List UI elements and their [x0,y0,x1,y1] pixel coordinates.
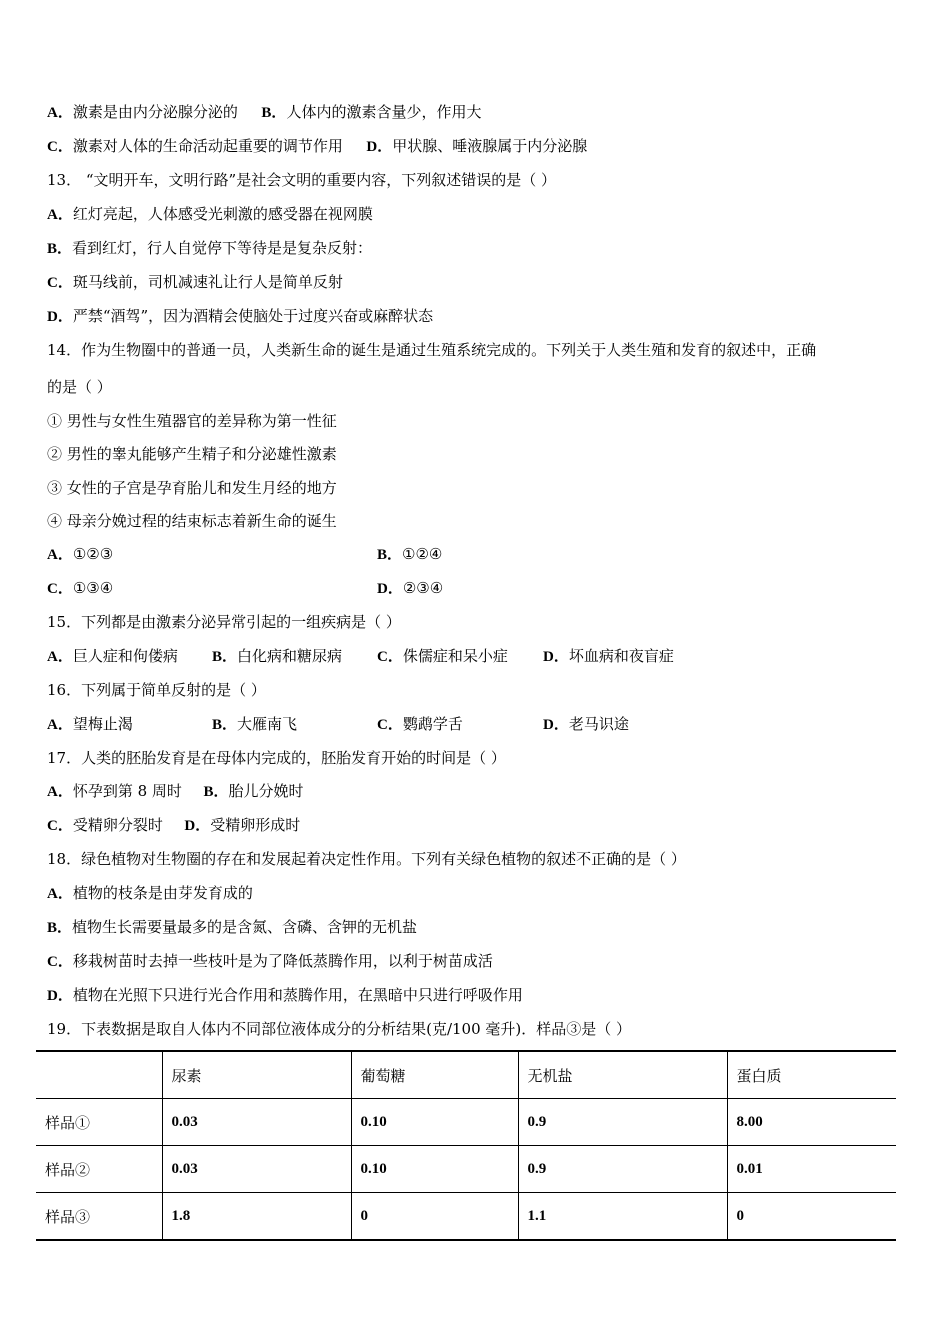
table-row [36,1146,896,1193]
option-label: B． [261,105,287,121]
option-label: B． [203,784,229,800]
option-text: ①③④ [72,579,114,597]
option-label: C． [47,139,73,155]
option-text: 受精卵分裂时 [72,816,163,834]
option-text: ②③④ [402,579,444,597]
option-label: D． [543,649,569,665]
q16-option-a [47,714,133,735]
question-13-stem: 13． “文明开车，文明行路”是社会文明的重要内容，下列叙述错误的是（ ） [47,171,556,189]
option-text: ①②③ [72,545,114,563]
table-cell: 0.01 [727,1146,896,1193]
q13-option-d [47,306,433,327]
option-label: B． [47,241,73,257]
option-text: 甲状腺、唾液腺属于内分泌腺 [392,137,588,155]
option-label: B． [377,547,403,563]
q14-option-b [377,544,442,565]
table-cell: 1.8 [162,1193,351,1241]
option-text: 斑马线前，司机减速礼让行人是简单反射 [72,273,343,291]
row-label: 样品① [36,1099,162,1146]
option-label: C． [47,275,73,291]
table-row [36,1193,896,1241]
q13-option-c [47,272,343,293]
question-16-stem: 16．下列属于简单反射的是（ ） [47,681,266,699]
q14-option-a [47,545,113,563]
option-label: A． [47,784,73,800]
option-text: 严禁“酒驾”，因为酒精会使脑处于过度兴奋或麻醉状态 [72,307,434,325]
option-text: 坏血病和夜盲症 [568,647,674,665]
option-text: 植物生长需要量最多的是含氮、含磷、含钾的无机盐 [72,918,418,936]
q16-option-d [543,714,629,735]
question-17-stem: 17．人类的胚胎发育是在母体内完成的，胚胎发育开始的时间是（ ） [47,749,506,767]
option-label: D． [184,818,211,834]
option-text: 移栽树苗时去掉一些枝叶是为了降低蒸腾作用，以利于树苗成活 [72,952,493,970]
table-cell: 0 [727,1193,896,1241]
option-label: A． [47,207,73,223]
question-15-stem: 15．下列都是由激素分泌异常引起的一组疾病是（ ） [47,613,401,631]
q12-option-row-2 [47,136,587,157]
q14-statement-1: ① 男性与女性生殖器官的差异称为第一性征 [47,412,337,430]
question-14-stem-line-1: 14．作为生物圈中的普通一员，人类新生命的诞生是通过生殖系统完成的。下列关于人类生殖和发育的叙述中，正确 [47,341,817,359]
option-text: 大雁南飞 [237,715,298,733]
option-label: B． [212,717,238,733]
option-label: A． [47,547,73,563]
option-label: D． [47,309,73,325]
option-label: C． [47,581,73,597]
q14-statement-2: ② 男性的睾丸能够产生精子和分泌雄性激素 [47,445,337,463]
option-text: 激素对人体的生命活动起重要的调节作用 [72,137,343,155]
option-text: 植物的枝条是由芽发育成的 [72,884,253,902]
table-cell: 0.10 [351,1099,518,1146]
option-label: D． [543,717,569,733]
table-cell: 0.03 [162,1146,351,1193]
q18-option-b [47,917,417,938]
header-cell: 葡萄糖 [351,1051,518,1099]
q18-option-d [47,985,523,1006]
q15-option-c [377,646,508,667]
option-text: 受精卵形成时 [210,816,301,834]
q15-option-a [47,646,178,667]
option-text: 人体内的激素含量少，作用大 [286,103,482,121]
option-label: D． [377,581,403,597]
option-label: D． [366,139,393,155]
header-cell: 蛋白质 [727,1051,896,1099]
q14-option-c [47,579,113,597]
option-text: 鹦鹉学舌 [402,715,463,733]
table-row [36,1099,896,1146]
question-14-stem-line-2: 的是（ ） [47,378,112,396]
header-cell: 尿素 [162,1051,351,1099]
q16-option-b [212,714,297,735]
option-label: B． [47,920,73,936]
q13-option-b [47,238,372,259]
q16-option-c [377,714,463,735]
table-header-row [36,1051,896,1099]
q14-statement-4: ④ 母亲分娩过程的结束标志着新生命的诞生 [47,512,337,530]
option-label: D． [47,988,73,1004]
option-label: C． [377,649,403,665]
option-label: A． [47,717,73,733]
option-text: 望梅止渴 [72,715,133,733]
fluid-composition-table [36,1050,896,1241]
option-label: B． [212,649,238,665]
q13-option-a [47,204,373,225]
option-text: 胎儿分娩时 [228,782,304,800]
table-cell: 8.00 [727,1099,896,1146]
q14-option-row-2 [47,578,647,599]
option-text: 巨人症和佝偻病 [72,647,178,665]
option-label: A． [47,105,73,121]
q18-option-c [47,951,493,972]
table-cell: 0.10 [351,1146,518,1193]
option-text: 看到红灯，行人自觉停下等待是是复杂反射： [72,239,373,257]
question-18-stem: 18．绿色植物对生物圈的存在和发展起着决定性作用。下列有关绿色植物的叙述不正确的是（ ） [47,850,686,868]
header-cell: 无机盐 [518,1051,727,1099]
option-label: C． [377,717,403,733]
table-cell: 0.03 [162,1099,351,1146]
option-label: C． [47,954,73,970]
q14-statement-3: ③ 女性的子宫是孕育胎儿和发生月经的地方 [47,479,337,497]
option-text: ①②④ [402,545,443,563]
table-cell: 0.9 [518,1099,727,1146]
q17-option-row-2 [47,815,300,836]
table-cell: 1.1 [518,1193,727,1241]
option-text: 植物在光照下只进行光合作用和蒸腾作用，在黑暗中只进行呼吸作用 [72,986,523,1004]
q17-option-row-1 [47,781,304,802]
table-cell: 0.9 [518,1146,727,1193]
row-label: 样品② [36,1146,162,1193]
question-19-stem: 19．下表数据是取自人体内不同部位液体成分的分析结果(克/100 毫升)．样品③是（ ） [47,1020,632,1038]
q18-option-a [47,883,253,904]
q12-option-row-1 [47,102,481,123]
q15-option-d [543,646,674,667]
option-label: C． [47,818,73,834]
option-label: A． [47,886,73,902]
option-label: A． [47,649,73,665]
q14-option-row-1 [47,544,647,565]
option-text: 怀孕到第 8 周时 [72,782,182,800]
option-text: 老马识途 [568,715,629,733]
option-text: 侏儒症和呆小症 [402,647,508,665]
row-label: 样品③ [36,1193,162,1241]
table-cell: 0 [351,1193,518,1241]
q14-option-d [377,578,443,599]
q15-option-b [212,646,342,667]
option-text: 白化病和糖尿病 [237,647,343,665]
option-text: 激素是由内分泌腺分泌的 [72,103,238,121]
header-cell [36,1051,162,1099]
option-text: 红灯亮起，人体感受光刺激的感受器在视网膜 [72,205,373,223]
